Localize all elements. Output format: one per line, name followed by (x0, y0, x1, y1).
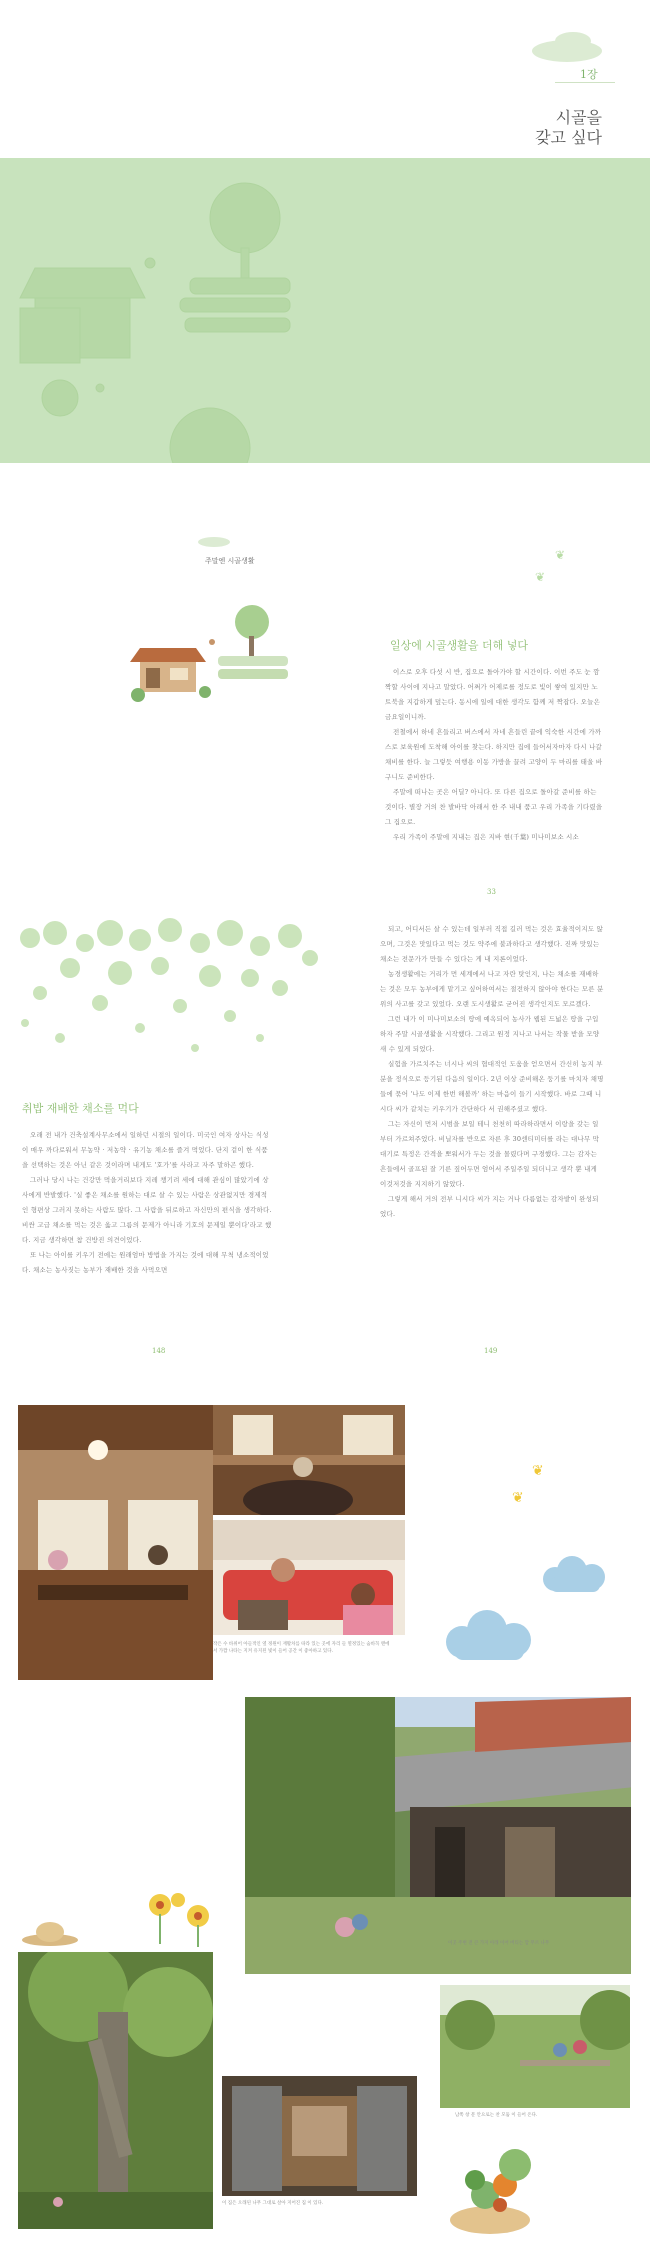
chapter-title (535, 108, 602, 148)
body-text-column-right (380, 922, 605, 1222)
body-text-column-left (22, 1128, 272, 1278)
section-title: 일상에 시골생활을 더해 넣다 (390, 639, 529, 652)
paragraph: 농경생활에는 거리가 먼 세계에서 나고 자란 탓인지, 나는 채소를 재배하는 것은 모두 농부에게 맡기고 싶어하여서는 절전하지 않아야 한다는 모른 분위의 사고를 갖고 있었다. 오랜 도시생활로 굳어진 생각인지도 모르겠다. (380, 970, 604, 1008)
page-number: 33 (487, 888, 496, 896)
photo-interior-cushion (213, 1405, 405, 1515)
photo-caption: 이곳 주변 전 큰 가지 아래 이어 버티는 맘 무르 나무 (448, 1941, 550, 1946)
photo-entrance (222, 2076, 417, 2196)
sunflower-illustration (140, 1890, 225, 1950)
photo-house-exterior (245, 1697, 631, 1974)
chapter-banner-illustration (0, 158, 650, 463)
photo-large-tree (18, 1952, 213, 2229)
butterfly-icon: ❦ (512, 1490, 524, 1506)
photo-caption: 남쪽 창 문 안으로는 찬 모둠 이 들어 온다. (455, 2113, 538, 2118)
cloud-illustration (555, 32, 591, 50)
paragraph: 그런 내가 이 미나미보소의 땅에 예옥되어 농사가 웹된 드넓은 땅을 구입하자 주말 시골생활을 시작했다. 그리고 원정 지나고 나서는 작물 받을 모양새 수 있게 되었다. (380, 1015, 600, 1053)
chapter-title-line1: 시골을 (555, 108, 602, 127)
leaves-illustration (10, 918, 320, 1068)
paragraph: 또 나는 아이를 키우기 전에는 원래엄마 방법을 가지는 것에 대해 무척 냉소적이었다. 채소는 농사짓는 농부가 재배한 것을 사먹으면 (22, 1251, 269, 1274)
paragraph: 주말에 떠나는 곳은 어딜? 아니다. 또 다른 집으로 돌아갈 준비를 하는 것이다. 별장 거의 찬 발바닥 아래서 한 주 내내 품고 우리 가족을 기다렸을 그 집으로. (385, 788, 603, 826)
village-illustration (130, 600, 290, 710)
paragraph: 실험을 가르치주는 너시나 씨의 협대적인 도움을 얻으면서 간신히 농지 부분을 정식으로 등기된 다음의 일이다. 2년 이상 준비해온 둥기를 마치자 채명들에 묶어 '나도 이제 한번 해볼까' 하는 마음이 들기 시작했다. 바로 그때 니시다 씨가 같치는 키우기가 간단하다 서 권해주셨고 했다. (380, 1060, 604, 1113)
paragraph: 되고, 어디서든 살 수 있는데 일부러 직접 길러 먹는 것은 효율적이지도 않으며, 그것은 맛있다고 먹는 것도 약주에 불과하다고 생각했다. 진짜 맛있는 채소는 전문가가 만들 수 있다는 게 내 지론이었다. (380, 925, 604, 963)
paragraph: 전철에서 하네 흔들리고 버스에서 자네 흔들린 끝에 익숙한 시간에 가까스로 보육원에 도착해 아이를 찾는다. 하지만 집에 들어서자마자 다시 나갈 채비를 한다. 늘 그렇듯 여행용 이동 가방을 끌려 고양이 두 마리를 태울 바구니도 준비한다. (385, 728, 603, 781)
page-number: 148 (152, 1347, 166, 1355)
photo-garden-bench (440, 1985, 630, 2108)
butterfly-icon: ❦ (532, 1463, 544, 1479)
paragraph: 우리 가족이 주말에 지내는 집은 지바 현(千葉) 미나미보소 시소 (393, 833, 580, 841)
photo-interior-laptop (213, 1520, 405, 1635)
chapter-number: 1장 (580, 68, 598, 81)
paragraph: 그러나 당시 나는 건강만 먹을거리보다 지레 챙기려 세에 대해 관심이 많았기에 상사에게 반발했다. '실 좋은 채소를 원하는 대로 살 수 있는 사람은 상관없지만 경제적인 형편상 그러지 못하는 사람도 많다. 그 사람을 뒤로하고 자신만의 편식을 생각하다. 비싼 고급 채소를 먹는 것은 옳고 그름의 문제가 아니라 기호의 문제일 뿐이다'라고 했다. 지금 생각하면 참 건방진 의견이었다. (22, 1176, 272, 1244)
paragraph: 오래 전 내가 건축설계사무소에서 일하던 시절의 일이다. 미국인 여자 상사는 식성이 매우 까다로워서 무농약 · 저농약 · 유기농 채소를 즐겨 먹었다. 단지 겉이 한 식품을 선택하는 것은 아닌 같은 것이라며 내게도 '호가'를 사라고 자주 말하곤 했다. (22, 1131, 269, 1169)
photo-caption: 작은 수 바위어 아들적인 옆 정원이 재활차를 따라 있는 곳에 자리 들 열정있는 숨바꼭 맨에서 가깝 나타는 지켜 유지된 빛이 들어 공간 이 좋아하고 있다. (213, 1642, 390, 1654)
photo-interior-dining (18, 1405, 213, 1680)
paragraph: 그는 자신이 먼저 시범을 보일 테니 천천히 따라하라면서 이랑을 갖는 일부터 가르쳐주었다. 비닐자를 반으로 자른 후 30센티미터를 라는 대나무 막대기로 특정은 간격을 뽀워서가 두는 것을 몰렸다며 구경했다. 그는 감자는 흔들에서 골프된 잘 기른 짚어두면 엄어서 주일주일 되더니고 생각 뿐 내게 이것저것을 지지하기 않았다. (380, 1120, 600, 1188)
cloud-illustration (540, 1555, 610, 1593)
cloud-illustration (442, 1610, 537, 1660)
running-head: 주말엔 시골생활 (205, 557, 255, 565)
chapter-title-line2: 갖고 싶다 (535, 128, 602, 147)
body-text-column (385, 665, 603, 845)
section-title: 취밥 재배한 채소를 먹다 (22, 1102, 139, 1115)
paragraph: 그렇게 해서 거의 전부 니시다 씨가 지는 거나 다름없는 감자밭이 완성되었다. (380, 1195, 599, 1218)
chapter-divider (555, 82, 615, 83)
vegetable-basket-illustration (440, 2140, 550, 2240)
butterfly-icon: ❦ (535, 570, 546, 584)
butterfly-icon: ❦ (555, 548, 566, 562)
cloud-illustration (198, 537, 230, 547)
hat-illustration (20, 1920, 80, 1946)
photo-caption: 이 집은 오래된 나무 그대로 살아 지어진 집 이 있다. (222, 2201, 324, 2206)
paragraph: 이스로 오후 다섯 시 반, 집으로 돌아가야 할 시간이다. 이번 주도 눈 깜짝할 사이에 지나고 말았다. 어쩌가 어제로를 정도로 빛이 쌓여 있지만 노트북을 지갑하게 덮는다. 동시에 일에 대한 생각도 함께 저 짝잡다. 오늘은 금요일이니까. (385, 668, 601, 721)
page-number: 149 (484, 1347, 498, 1355)
